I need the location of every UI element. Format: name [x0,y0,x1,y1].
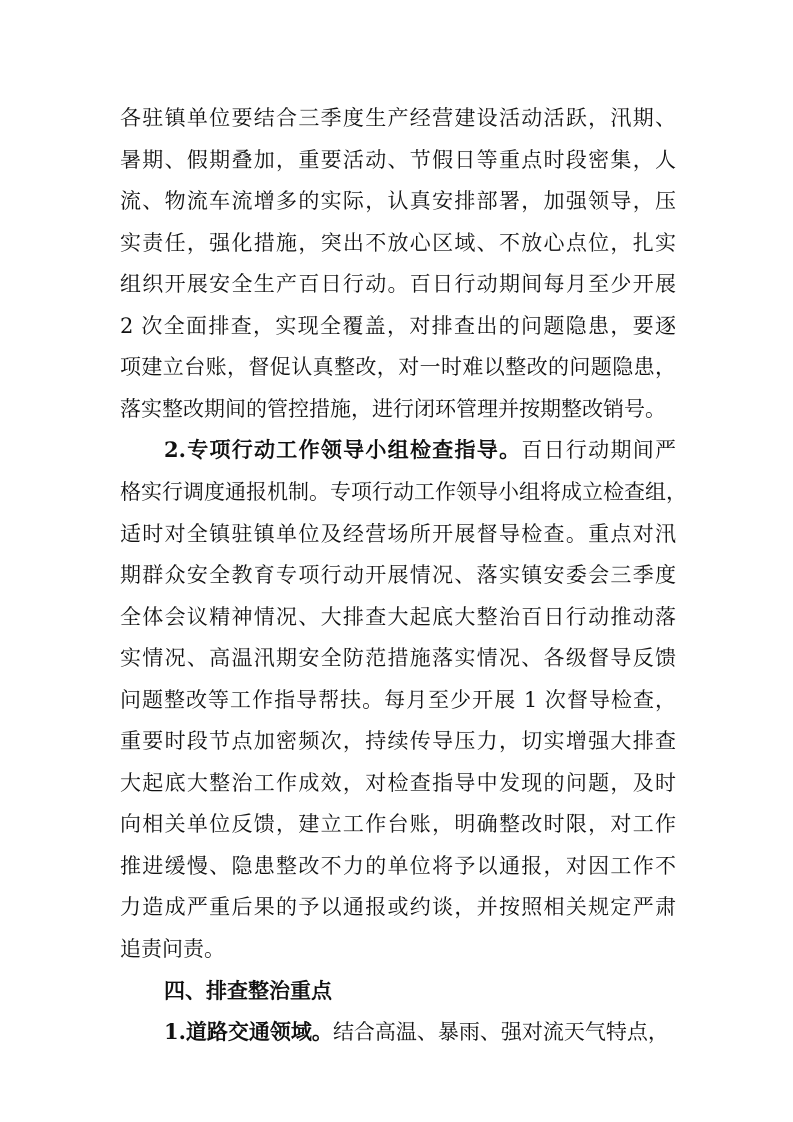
paragraph-2-line-9: 大起底大整治工作成效，对检查指导中发现的问题，及时 [120,771,676,795]
paragraph-3-first-line-rest: 结合高温、暴雨、强对流天气特点， [332,1020,669,1044]
paragraph-2-line-8: 重要时段节点加密频次，持续传导压力，切实增强大排查 [120,729,676,753]
paragraph-2-first-line [164,434,676,466]
paragraph-2-line-6: 实情况、高温汛期安全防范措施落实情况、各级督导反馈 [120,646,676,670]
paragraph-3-lead: 1.道路交通领域。 [164,1019,333,1044]
paragraph-2-first-line-rest: 百日行动期间严 [521,438,677,462]
paragraph-2-line-10: 向相关单位反馈，建立工作台账，明确整改时限，对工作 [120,812,676,836]
paragraph-1-line-3: 流、物流车流增多的实际，认真安排部署，加强领导，压 [120,189,676,213]
paragraph-2-line-7: 问题整改等工作指导帮扶。每月至少开展 1 次督导检查， [120,688,676,712]
paragraph-2-line-4: 期群众安全教育专项行动开展情况、落实镇安委会三季度 [120,563,676,587]
paragraph-2-line-3: 适时对全镇驻镇单位及经营场所开展督导检查。重点对汛 [120,522,676,546]
paragraph-1-line-5: 组织开展安全生产百日行动。百日行动期间每月至少开展 [120,272,676,296]
paragraph-1-line-4: 实责任，强化措施，突出不放心区域、不放心点位，扎实 [120,231,676,255]
paragraph-2-lead: 2.专项行动工作领导小组检查指导。 [164,437,522,462]
paragraph-3-first-line [164,1016,676,1048]
paragraph-2-line-11: 推进缓慢、隐患整改不力的单位将予以通报，对因工作不 [120,854,676,878]
paragraph-1-line-2: 暑期、假期叠加，重要活动、节假日等重点时段密集，人 [120,148,676,172]
paragraph-2-line-5: 全体会议精神情况、大排查大起底大整治百日行动推动落 [120,605,676,629]
paragraph-1-line-8: 落实整改期间的管控措施，进行闭环管理并按期整改销号。 [120,397,666,421]
paragraph-1-line-6: 2 次全面排查，实现全覆盖，对排查出的问题隐患，要逐 [120,314,676,338]
paragraph-2-line-12: 力造成严重后果的予以通报或约谈，并按照相关规定严肃 [120,895,676,919]
paragraph-2-line-13: 追责问责。 [120,937,225,961]
paragraph-1-line-1: 各驻镇单位要结合三季度生产经营建设活动活跃，汛期、 [120,106,676,130]
paragraph-2-line-2: 格实行调度通报机制。专项行动工作领导小组将成立检查组， [120,480,687,504]
paragraph-1-line-7: 项建立台账，督促认真整改，对一时难以整改的问题隐患， [120,355,676,379]
section-heading: 四、排查整治重点 [164,979,332,1003]
